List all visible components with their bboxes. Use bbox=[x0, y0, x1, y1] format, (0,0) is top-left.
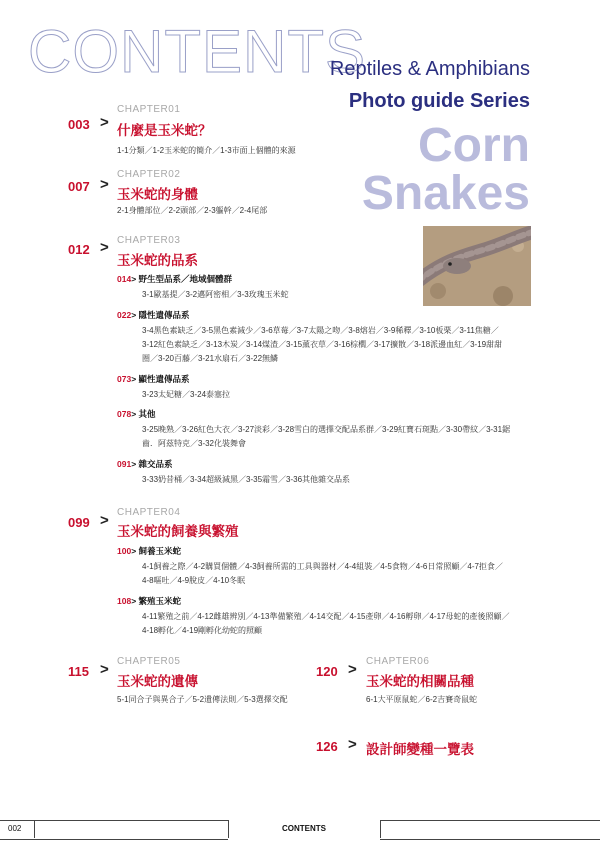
section-items: 3-23太妃糖／3-24泰塞拉 bbox=[142, 390, 231, 399]
chapter-title[interactable]: 玉米蛇的相關品種 bbox=[366, 674, 474, 689]
chapter-page-number: 003 bbox=[68, 117, 90, 132]
section-heading[interactable]: 100> 飼養玉米蛇 bbox=[117, 546, 182, 556]
footer-divider bbox=[380, 820, 381, 838]
chapter-title[interactable]: 玉米蛇的遺傳 bbox=[117, 674, 198, 689]
section-heading[interactable]: 091> 雜交品系 bbox=[117, 459, 173, 469]
section-items: 4-11繁殖之前／4-12雌雄辨別／4-13準備繁殖／4-14交配／4-15產卵／4-16孵卵／4-17母蛇的產後照顧／ 4-18孵化／4-19剛孵化幼蛇的照顧 bbox=[142, 612, 510, 635]
chapter-page-number: 115 bbox=[68, 664, 89, 679]
section-block bbox=[117, 373, 537, 402]
chapter-title[interactable]: 什麼是玉米蛇？ bbox=[117, 123, 212, 138]
section-block bbox=[117, 545, 537, 588]
chevron-right-icon: > bbox=[100, 176, 109, 193]
chapter-title[interactable]: 玉米蛇的品系 bbox=[117, 253, 198, 268]
section-heading[interactable]: 073> 顯性遺傳品系 bbox=[117, 374, 190, 384]
chapter-label: CHAPTER01 bbox=[117, 104, 181, 115]
chapter-title[interactable]: 玉米蛇的飼養與繁殖 bbox=[117, 524, 239, 539]
footer-rule bbox=[380, 820, 600, 840]
chevron-right-icon: > bbox=[100, 661, 109, 678]
chevron-right-icon: > bbox=[100, 239, 109, 256]
section-items: 3-33奶昔桶／3-34超級減黑／3-35霜雪／3-36其他雜交品系 bbox=[142, 475, 351, 484]
section-block bbox=[117, 595, 537, 638]
chapter-label: CHAPTER03 bbox=[117, 235, 181, 246]
chapter-title[interactable]: 設計師變種一覽表 bbox=[366, 742, 474, 757]
footer-divider bbox=[228, 820, 229, 838]
chapter-page-number: 099 bbox=[68, 515, 90, 530]
chapter-items: 6-1大平原鼠蛇／6-2吉賽奇鼠蛇 bbox=[366, 695, 478, 704]
contents-heading: CONTENTS bbox=[28, 18, 366, 85]
chapter-items: 1-1分類／1-2玉米蛇的簡介／1-3市面上個體的來源 bbox=[117, 146, 296, 155]
running-title: CONTENTS bbox=[282, 824, 326, 833]
chapter-page-number: 007 bbox=[68, 179, 90, 194]
chapter-label: CHAPTER06 bbox=[366, 656, 430, 667]
chapter-page-number: 012 bbox=[68, 242, 90, 257]
section-items: 3-25晚熟／3-26紅色大衣／3-27淡彩／3-28雪白的選擇交配品系群／3-29紅寶石斑點／3-30帶紋／3-31鋸 齒．阿茲特克／3-32化裝舞會 bbox=[142, 425, 511, 448]
section-block bbox=[117, 458, 537, 487]
section-items: 3-1歐基提／3-2邁阿密相／3-3玫瑰玉米蛇 bbox=[142, 290, 289, 299]
chevron-right-icon: > bbox=[348, 661, 357, 678]
footer-divider bbox=[34, 820, 35, 838]
chapter-label: CHAPTER02 bbox=[117, 169, 181, 180]
chapter-title[interactable]: 玉米蛇的身體 bbox=[117, 187, 198, 202]
chevron-right-icon: > bbox=[348, 736, 357, 753]
page-footer bbox=[0, 820, 600, 838]
chapter-page-number: 120 bbox=[316, 664, 338, 679]
chapter-items: 2-1身體部位／2-2頭部／2-3軀幹／2-4尾部 bbox=[117, 206, 268, 215]
chevron-right-icon: > bbox=[100, 114, 109, 131]
section-heading[interactable]: 078> 其他 bbox=[117, 409, 156, 419]
section-block bbox=[117, 309, 537, 366]
book-title-line1: Corn bbox=[418, 119, 530, 172]
section-items: 3-4黑色素缺乏／3-5黑色素減少／3-6草莓／3-7太陽之吻／3-8熔岩／3-9稀釋／3-10板栗／3-11焦糖／ 3-12紅色素缺乏／3-13木炭／3-14煤渣／3-15薰衣草／3-16棕櫚／3-17擴散／3-18派邊血紅／3-19甜甜 圈／3-20百藤／3-21水扇石／3-22無鱗 bbox=[142, 326, 503, 363]
chapter-items: 5-1同合子與異合子／5-2遺傳法則／5-3選擇交配 bbox=[117, 695, 288, 704]
section-heading[interactable]: 108> 繁殖玉米蛇 bbox=[117, 596, 182, 606]
series-name: Reptiles & Amphibians bbox=[329, 58, 530, 80]
chapter-label: CHAPTER04 bbox=[117, 507, 181, 518]
section-block bbox=[117, 408, 537, 451]
section-heading[interactable]: 014> 野生型品系／地域個體群 bbox=[117, 274, 233, 284]
page-number: 002 bbox=[8, 824, 22, 833]
section-block bbox=[117, 273, 537, 302]
book-title-line2: Snakes bbox=[361, 167, 530, 220]
chapter-page-number: 126 bbox=[316, 739, 338, 754]
section-items: 4-1飼養之際／4-2購買個體／4-3飼養所需的工具與器材／4-4組裝／4-5食物／4-6日常照顧／4-7拒食／ 4-8嘔吐／4-9脫皮／4-10冬眠 bbox=[142, 562, 503, 585]
chapter-label: CHAPTER05 bbox=[117, 656, 181, 667]
series-subtitle: Photo guide Series bbox=[348, 90, 530, 112]
chevron-right-icon: > bbox=[100, 512, 109, 529]
section-heading[interactable]: 022> 隱性遺傳品系 bbox=[117, 310, 190, 320]
